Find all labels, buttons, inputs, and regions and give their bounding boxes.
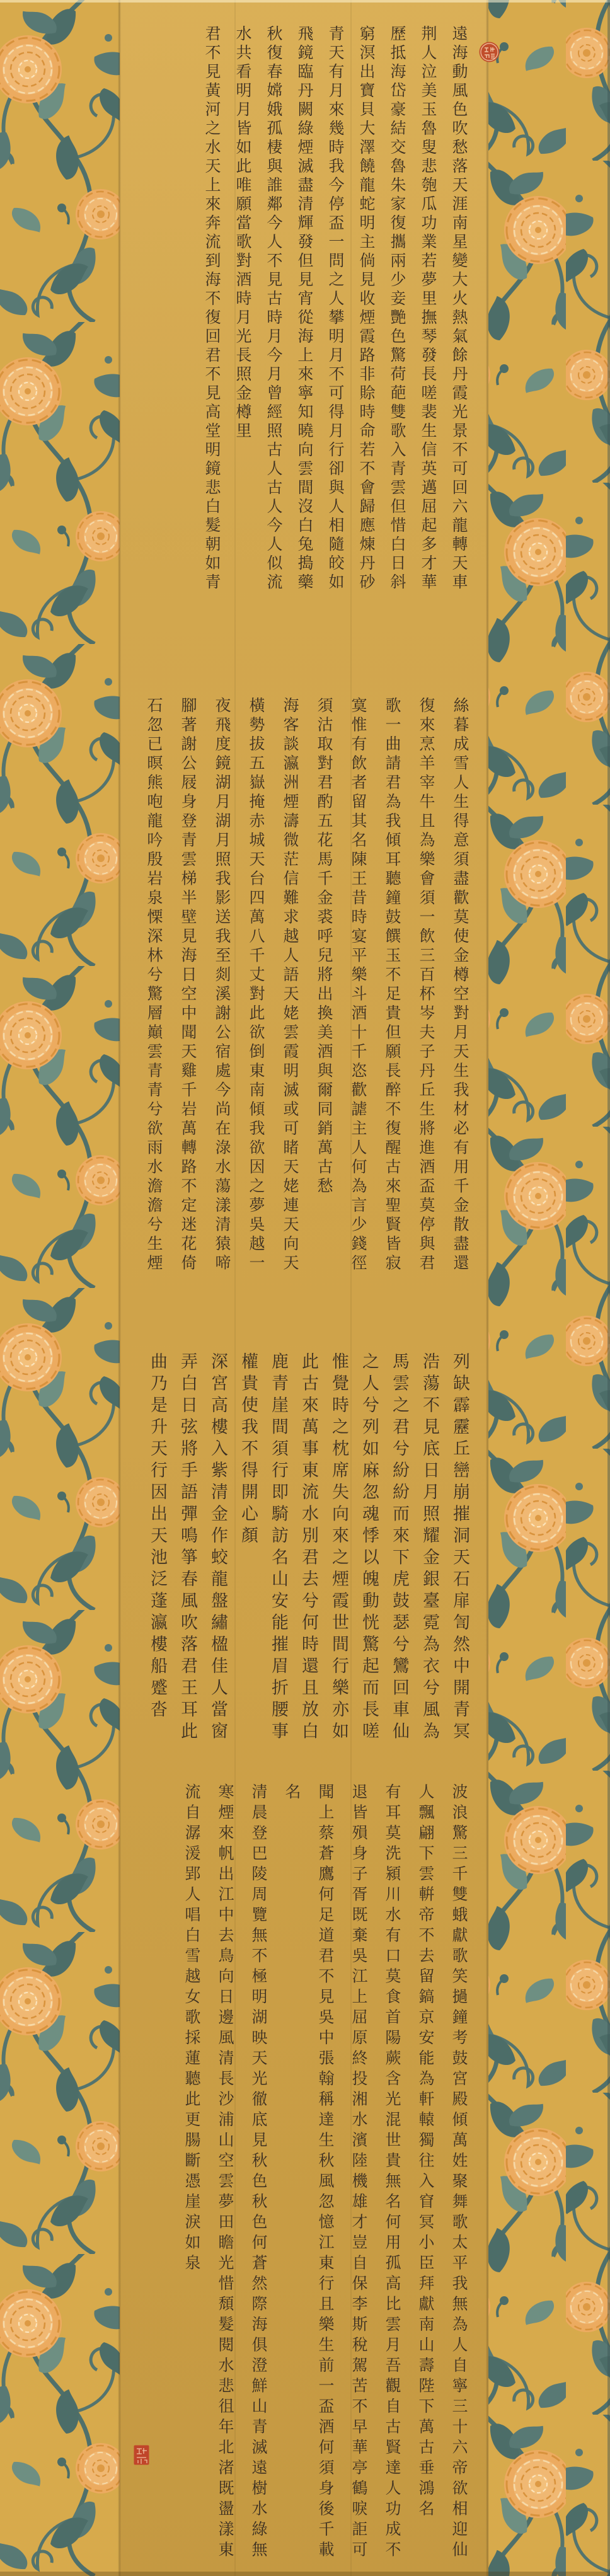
poem-segment: 列缺霹靂丘巒崩摧洞天石扉訇然中開青冥浩蕩不見底日月照耀金銀臺霓為衣兮風為馬雲之君兮紛紛而來下虎鼓瑟兮鸞回車仙之人兮列如麻忽魂悸以魄動恍驚起而長嗟惟覺時之枕席失向來之煙霞世間行樂亦如此古來萬事東流水別君去兮何時還且放白鹿青崖間須行即騎訪名山安能摧眉折腰事權貴使我不得開心顏	[238, 1352, 469, 1744]
text-register-3	[142, 1352, 475, 1744]
poem-segment: 波浪驚三千雙蛾獻歌笑撾鐘考鼓宮殿傾萬姓聚舞歌太平我無為人自寧三十六帝欲相迎仙人飄翩下雲輧帝不去留鎬京安能為軒轅獨往入窅冥小臣拜獻南山壽陛下萬古垂鴻名	[417, 1783, 468, 2562]
poem-segment: 海客談瀛洲煙濤微茫信難求越人語天姥雲霞明滅或可睹天姥連天向天橫勢拔五嶽掩赤城天台四萬八千丈對此欲倒東南傾我欲因之夢吳越一夜飛度鏡湖月湖月照我影送我至剡溪謝公宿處今尚在淥水蕩漾清猿啼腳著謝公屐身登青雲梯半壁見海日空中聞天雞千岩萬轉路不定迷花倚石忽已暝熊咆龍吟殷岩泉慄深林兮驚層巔雲青青兮欲雨水澹澹兮生煙	[145, 697, 299, 1274]
poem-segment: 清晨登巴陵周覽無不極明湖映天光徹底見秋色秋色何蒼然際海俱澄鮮山青滅遠樹水綠無寒煙來帆出江中去鳥向日邊風清長沙浦山空雲夢田瞻光惜頹髮閱水悲徂年北渚既盪漾東流自潺湲郢人唱白雪越女歌採蓮聽此更腸斷憑崖淚如泉	[183, 1783, 268, 2562]
poem-segment: 君不見黃河之水天上來奔流到海不復回君不見高堂明鏡悲白髮朝如青	[203, 25, 221, 592]
text-register-1	[197, 25, 475, 610]
poem-segment: 深宮高樓入紫清金作蛟龍盤繡楹佳人當窗弄白日弦將手語彈鳴箏春風吹落君王耳此曲乃是升天行因出天池泛蓬瀛樓船蹙沓	[147, 1352, 227, 1744]
round-red-seal-icon	[479, 42, 500, 62]
square-red-seal-icon	[134, 2445, 149, 2465]
scroll-right-trim	[607, 0, 610, 2576]
brocade-border-right	[488, 0, 610, 2576]
poem-segment: 有耳莫洗潁川水有口莫食首陽蕨含光混世貴無名何用孤高比雲月吾觀自古賢達人功成不退皆殞身子胥既棄吳江上屈原終投湘水濱陸機雄才豈自保李斯稅駕苦不早華亭鶴唳詎可聞上蔡蒼鷹何足道君不見吳中張翰稱達生秋風忽憶江東行且樂生前一盃酒何須身後千載名	[283, 1783, 401, 2562]
scroll-bottom-edge	[0, 2572, 610, 2576]
text-panel	[120, 0, 488, 2576]
poem-segment: 遠海動風色吹愁落天涯南星變大火熱氣餘丹霞光景不可回六龍轉天車荆人泣美玉魯叟悲匏瓜功業若夢里撫琴發長嗟裴生信英邁屈起多才華歷抵海岱豪結交魯朱家復攜兩少妾艷色驚荷葩雙歌入青雲但惜白日斜窮溟出寶貝大澤饒龍蛇明主倘見收煙霞路非賒時命若不會歸應煉丹砂	[357, 25, 468, 592]
poem-segment: 青天有月來幾時我今停盃一問之人攀明月不可得月行卻與人相隨皎如飛鏡臨丹闕綠煙滅盡清輝發但見宵從海上來寧知曉向雲間沒白兔搗藥秋復春嫦娥孤棲與誰鄰今人不見古時月今月曾經照古人古人今人似流水共看明月皆如此唯願當歌對酒時月光長照金樽里	[234, 25, 345, 592]
text-register-4	[175, 1783, 476, 2572]
text-register-2	[137, 697, 477, 1285]
scroll-top-edge	[0, 0, 610, 3]
brocade-border-left	[0, 0, 120, 2576]
poem-segment: 絲暮成雪人生得意須盡歡莫使金樽空對月天生我材必有用千金散盡還復來烹羊宰牛且為樂會須一飲三百杯岑夫子丹丘生將進酒盃莫停與君歌一曲請君為我傾耳聽鐘鼓饌玉不足貴但願長醉不復醒古來聖賢皆寂寞惟有飲者留其名陳王昔時宴平樂斗酒十千恣歡謔主人何為言少錢徑須沽取對君酌五花馬千金裘呼兒將出換美酒與爾同銷萬古愁	[315, 697, 469, 1274]
